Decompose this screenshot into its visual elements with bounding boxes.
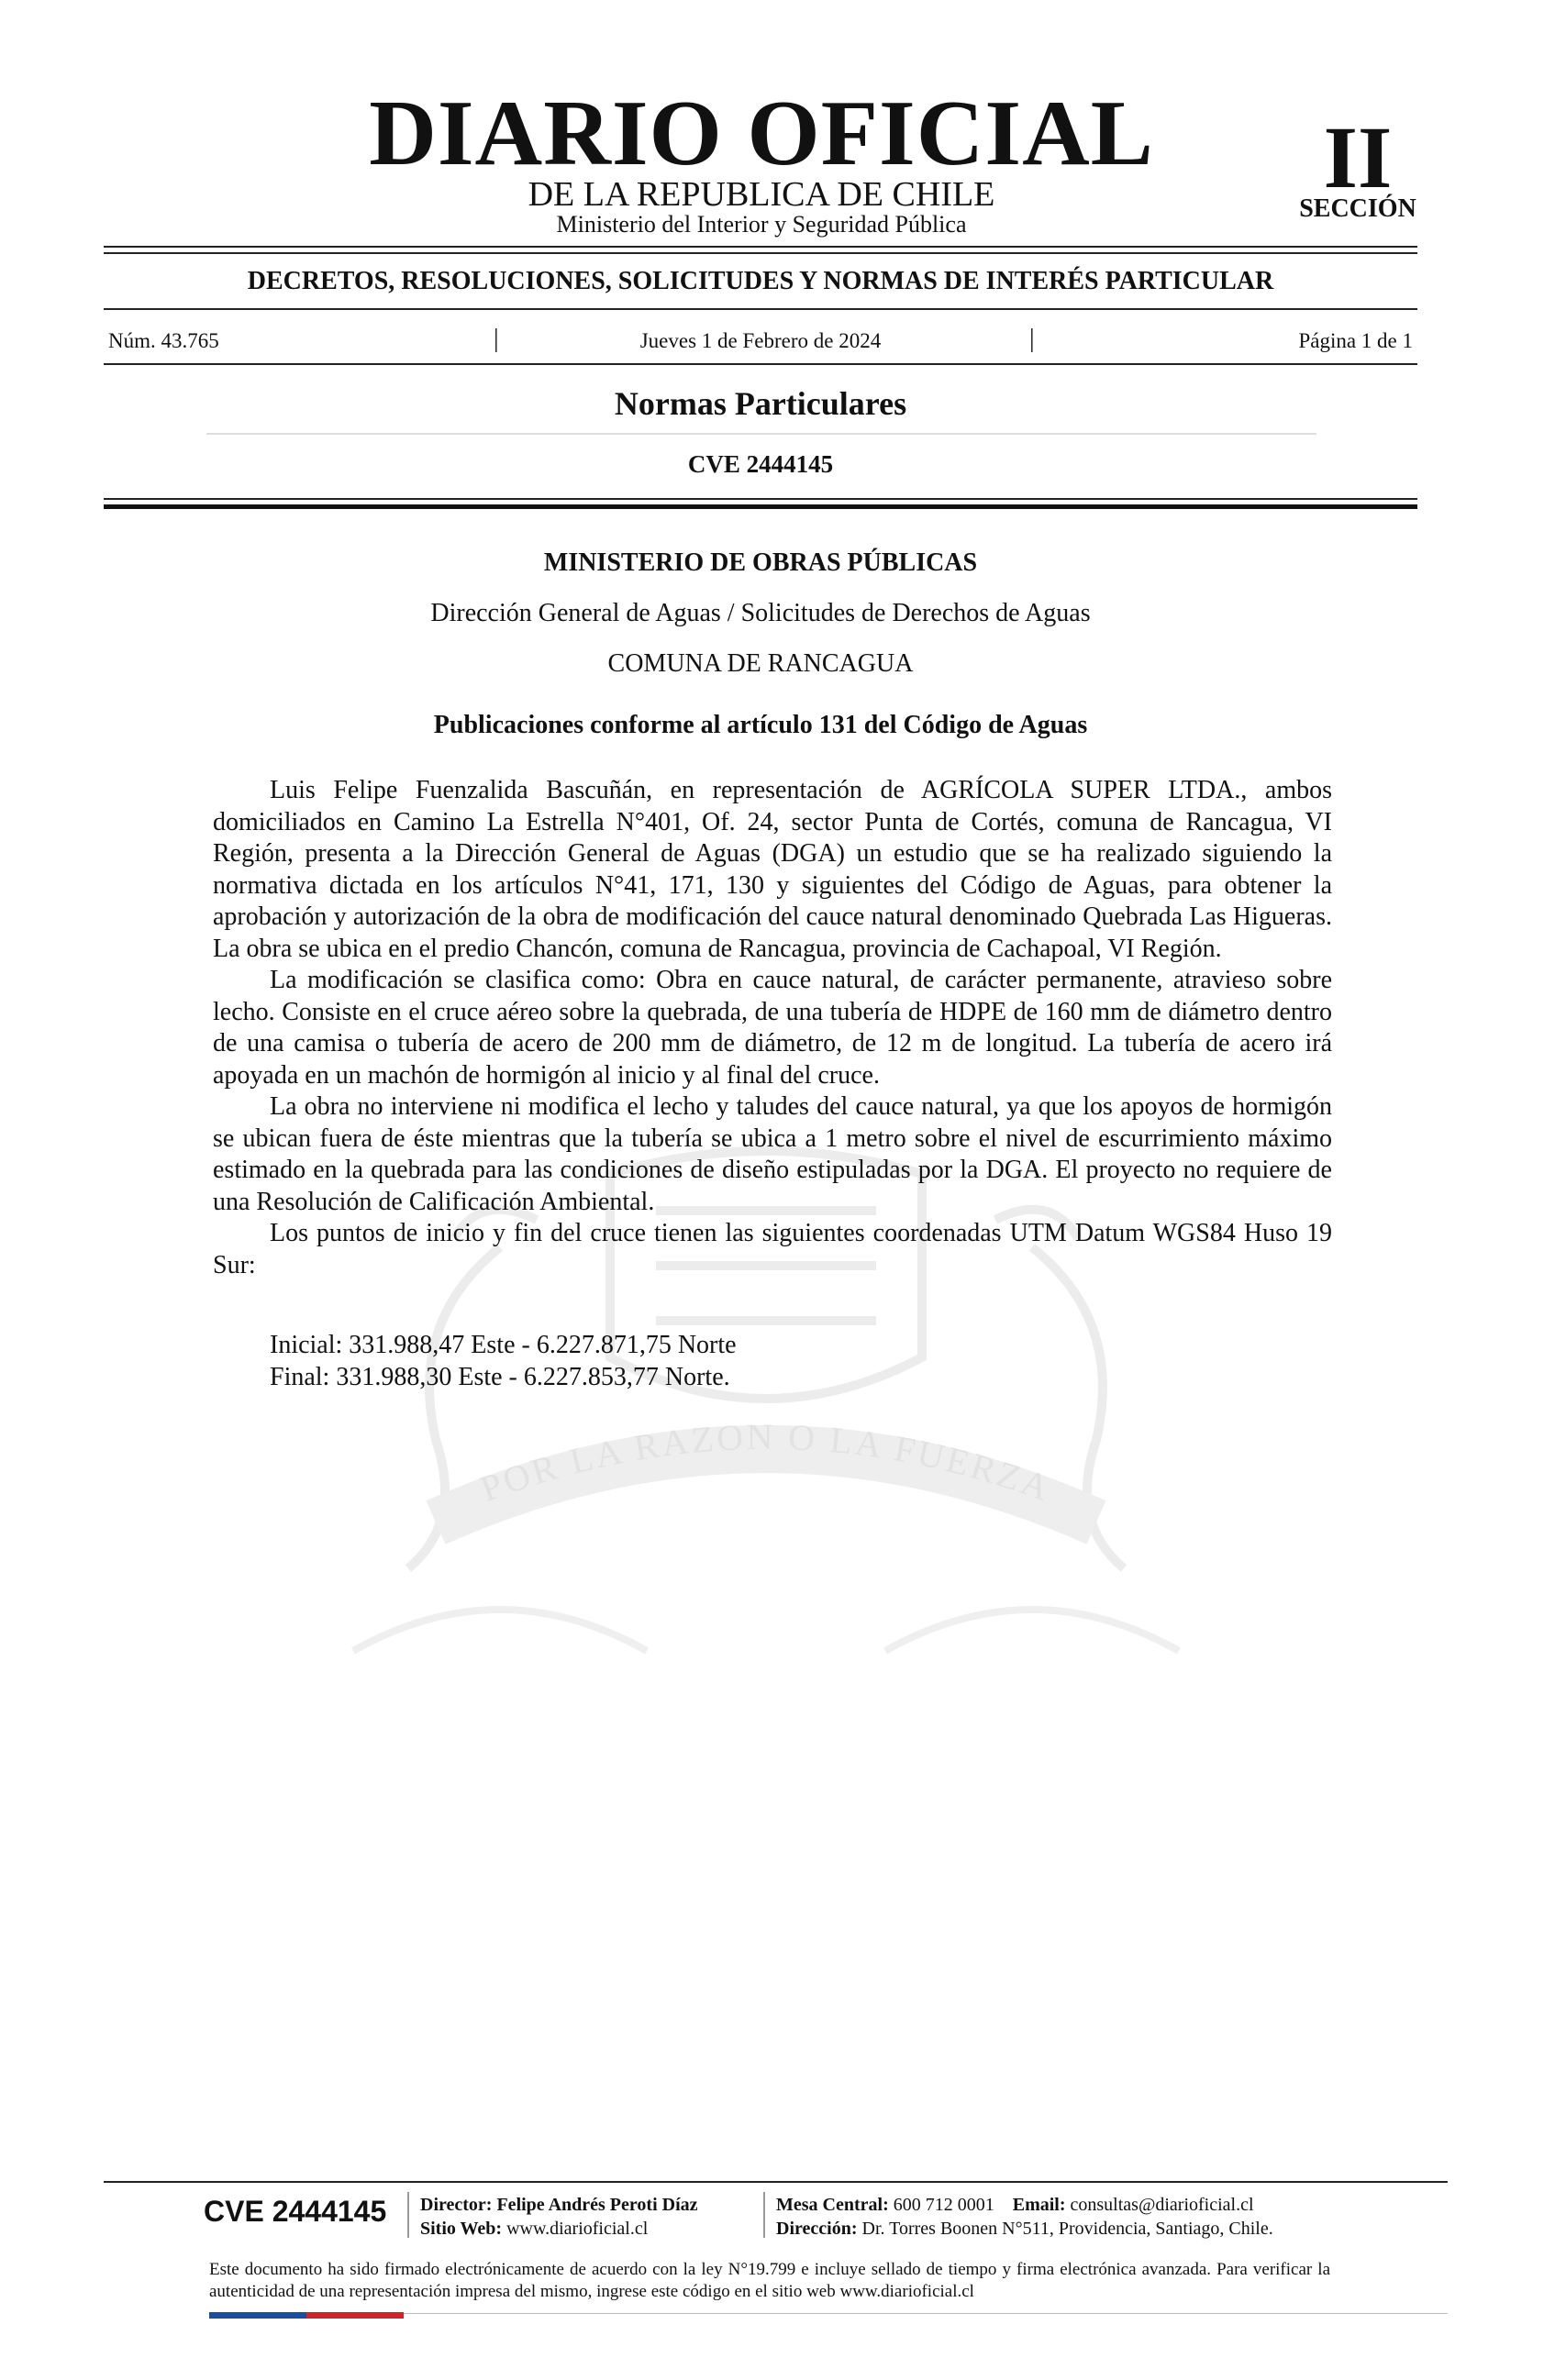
phone-value: 600 712 0001 <box>893 2195 994 2215</box>
meta-separator: | <box>494 325 499 353</box>
section-title-underline <box>206 433 1316 435</box>
ministry-heading: MINISTERIO DE OBRAS PÚBLICAS <box>543 548 978 577</box>
band-divider <box>104 308 1417 310</box>
flag-stripe-red <box>306 2312 404 2319</box>
publication-heading: Publicaciones conforme al artículo 131 del Código de Aguas <box>433 711 1088 739</box>
flag-stripe-blue <box>209 2312 306 2319</box>
director-label: Director: <box>420 2195 493 2215</box>
meta-separator: | <box>1029 325 1035 353</box>
notice-body <box>213 775 1332 1281</box>
footer-director-block <box>420 2193 698 2241</box>
issue-number: Núm. 43.765 <box>108 329 219 352</box>
signature-note: Este documento ha sido firmado electrónicamente de acuerdo con la ley N°19.799 e incluye sellado de tiempo y firma electrónica avanzada. Para verificar la autenticidad de una representación impresa del mismo, ingrese este código en el sitio web www.diarioficial.cl <box>209 2260 1330 2301</box>
footer-cve: CVE 2444145 <box>204 2195 387 2228</box>
cve-code: CVE 2444145 <box>687 450 834 478</box>
paragraph: La modificación se clasifica como: Obra en cauce natural, de carácter permanente, atravieso sobre lecho. Consiste en el cruce aéreo sobre la quebrada, de una tubería de HDPE de 160 mm de diámetro dentro de una camisa o tubería de acero de 200 mm de diámetro, de 12 m de longitud. La tubería de acero irá apoyada en un machón de hormigón al inicio y al final del cruce. <box>213 966 1332 1090</box>
email-link[interactable]: consultas@diarioficial.cl <box>1070 2195 1254 2215</box>
band-title: DECRETOS, RESOLUCIONES, SOLICITUDES Y NORMAS DE INTERÉS PARTICULAR <box>247 267 1274 295</box>
footer-contact-block <box>776 2193 1273 2241</box>
masthead-divider-2 <box>104 252 1417 254</box>
paragraph: Luis Felipe Fuenzalida Bascuñán, en representación de AGRÍCOLA SUPER LTDA., ambos domiciliados en Camino La Estrella N°401, Of. 24, sector Punta de Cortés, comuna de Rancagua, VI Región, presenta a la Dirección General de Aguas (DGA) un estudio que se ha realizado siguiendo la normativa dictada en los artículos N°41, 171, 130 y siguientes del Código de Aguas, para obtener la aprobación y autorización de la obra de modificación del cauce natural denominado Quebrada Las Higueras. La obra se ubica en el predio Chancón, comuna de Rancagua, provincia de Cachapoal, VI Región. <box>213 776 1332 963</box>
issue-date: Jueves 1 de Febrero de 2024 <box>639 329 882 352</box>
commune-line: COMUNA DE RANCAGUA <box>607 649 914 678</box>
newspaper-subtitle: DE LA REPUBLICA DE CHILE <box>528 175 995 214</box>
final-coordinate: Final: 331.988,30 Este - 6.227.853,77 Norte. <box>270 1362 730 1391</box>
section-number: II <box>1323 108 1393 206</box>
header-divider-thick <box>104 504 1417 509</box>
page-indicator: Página 1 de 1 <box>1298 329 1413 352</box>
directorate-line: Dirección General de Aguas / Solicitudes de Derechos de Aguas <box>430 599 1091 627</box>
footer-divider <box>104 2181 1448 2183</box>
header-divider <box>104 498 1417 500</box>
initial-coordinate: Inicial: 331.988,47 Este - 6.227.871,75 Norte <box>270 1331 737 1359</box>
ministry-line: Ministerio del Interior y Seguridad Pública <box>556 211 967 238</box>
meta-divider <box>104 363 1417 365</box>
masthead-divider <box>104 246 1417 248</box>
paragraph: La obra no interviene ni modifica el lecho y taludes del cauce natural, ya que los apoyos de hormigón se ubican fuera de éste mientras que la tubería se ubica a 1 metro sobre el nivel de escurrimiento máximo estimado en la quebrada para las condiciones de diseño estipuladas por la DGA. El proyecto no requiere de una Resolución de Calificación Ambiental. <box>213 1092 1332 1216</box>
coordinates-block <box>270 1330 737 1393</box>
director-name: Felipe Andrés Peroti Díaz <box>496 2195 698 2215</box>
address-value: Dr. Torres Boonen N°511, Providencia, Santiago, Chile. <box>861 2219 1273 2239</box>
footer-separator <box>763 2192 765 2238</box>
newspaper-title: DIARIO OFICIAL <box>369 82 1154 185</box>
email-label: Email: <box>1012 2195 1066 2215</box>
website-label: Sitio Web: <box>420 2219 503 2239</box>
website-link[interactable]: www.diarioficial.cl <box>506 2219 649 2239</box>
paragraph: Los puntos de inicio y fin del cruce tienen las siguientes coordenadas UTM Datum WGS84 Huso 19 Sur: <box>213 1219 1332 1279</box>
section-label: SECCIÓN <box>1299 194 1416 223</box>
footer-separator <box>407 2192 409 2238</box>
section-title: Normas Particulares <box>614 385 907 422</box>
phone-label: Mesa Central: <box>776 2195 889 2215</box>
address-label: Dirección: <box>776 2219 858 2239</box>
watermark-motto: POR LA RAZON O LA FUERZA <box>474 1415 1058 1510</box>
